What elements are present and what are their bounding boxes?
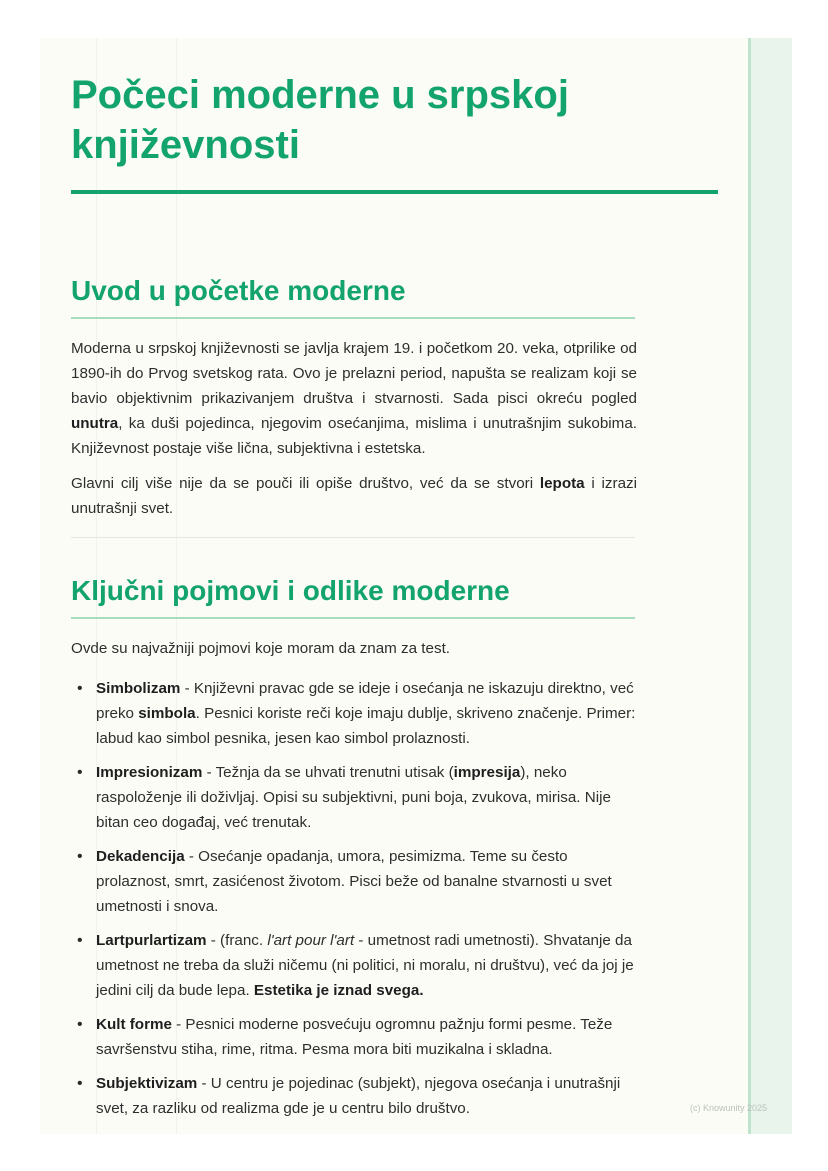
paragraph-intro-2: Glavni cilj više nije da se pouči ili opiše društvo, već da se stvori lepota i izrazi unutrašnji svet. (71, 475, 637, 517)
key-terms-intro: Ovde su najvažniji pojmovi koje moram da znam za test. (71, 640, 451, 657)
page-title: Počeci moderne u srpskoj književnosti (71, 73, 569, 167)
section-heading-key-terms: Ključni pojmovi i odlike moderne (71, 575, 510, 606)
list-item: • Kult forme - Pesnici moderne posvećuju ogromnu pažnju formi pesme. Teže savršenstvu stiha, rime, ritma. Pesma mora biti muzikalna i skladna. (71, 1012, 637, 1062)
margin-strip (748, 38, 792, 1134)
bold-term: lepota (539, 475, 585, 492)
list-item: • Simbolizam - Književni pravac gde se ideje i osećanja ne iskazuju direktno, već preko simbola. Pesnici koriste reči koje imaju dublje, skriveno značenje. Primer: labud kao simbol pesnika, jesen kao simbol prolaznosti. (71, 676, 637, 751)
list-item: • Lartpurlartizam - (franc. l'art pour l'art - umetnost radi umetnosti). Shvatanje da umetnost ne treba da služi ničemu (ni politici, ni moralu, ni društvu), već da joj je jedini cilj da bude lepa. Estetika je iznad svega. (71, 928, 637, 1003)
key-terms-list (71, 676, 637, 1121)
bold-term: unutra (71, 415, 119, 432)
section-heading-intro: Uvod u početke moderne (71, 275, 406, 306)
copyright-footer: (c) Knowunity 2025 (690, 1103, 768, 1113)
document-content (71, 70, 637, 1121)
list-item: • Dekadencija - Osećanje opadanja, umora, pesimizma. Teme su često prolaznost, smrt, zasićenost životom. Pisci beže od banalne stvarnosti u svet umetnosti i snova. (71, 844, 637, 919)
list-item: • Impresionizam - Težnja da se uhvati trenutni utisak (impresija), neko raspoloženje ili doživljaj. Opisi su subjektivni, puni boja, zvukova, mirisa. Nije bitan ceo događaj, već trenutak. (71, 760, 637, 835)
list-item: • Subjektivizam - U centru je pojedinac (subjekt), njegova osećanja i unutrašnji svet, za razliku od realizma gde je u centru bilo društvo. (71, 1071, 637, 1121)
paragraph-intro-1: Moderna u srpskoj književnosti se javlja krajem 19. i početkom 20. veka, otprilike od 1890-ih do Prvog svetskog rata. Ovo je prelazni period, napušta se realizam koji se bavio objektivnim prikazivanjem društva i stvarnosti. Sada pisci okreću pogled unutra, ka duši pojedinca, njegovim osećanjima, mislima i unutrašnjim sukobima. Književnost postaje više lična, subjektivna i estetska. (71, 340, 637, 457)
title-underline (71, 190, 718, 194)
